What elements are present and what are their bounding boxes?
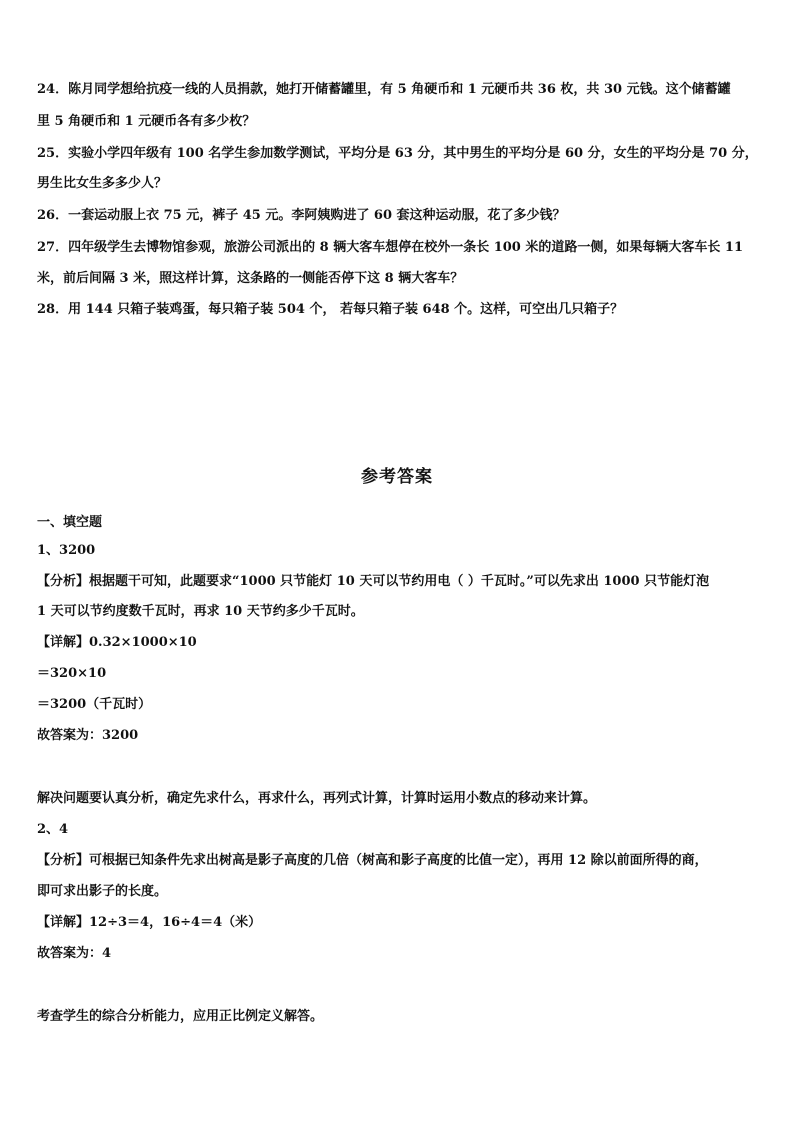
question-25-line-2: 男生比女生多多少人？ xyxy=(37,176,168,191)
answer-2-comment: 考查学生的综合分析能力，应用正比例定义解答。 xyxy=(37,1009,324,1024)
question-24-line-2: 里 5 角硬币和 1 元硬币各有多少枚？ xyxy=(37,114,256,129)
section-heading: 一、填空题 xyxy=(37,515,103,530)
question-25-line-1: 25．实验小学四年级有 100 名学生参加数学测试，平均分是 63 分，其中男生的平均分是 60 分，女生的平均分是 70 分， xyxy=(37,146,758,161)
answers-title: 参考答案 xyxy=(361,467,433,487)
answer-1-analysis-line-1: 【分析】根据题干可知，此题要求“1000 只节能灯 10 天可以节约用电（ ）千瓦时。”可以先求出 1000 只节能灯泡 xyxy=(37,574,710,589)
answer-1-comment: 解决问题要认真分析，确定先求什么，再求什么，再列式计算，计算时运用小数点的移动来计算。 xyxy=(37,791,597,806)
answer-2-detail: 【详解】12÷3＝4，16÷4＝4（米） xyxy=(37,915,262,930)
answer-1-step-2: ＝3200（千瓦时） xyxy=(37,697,152,712)
question-26-line-1: 26．一套运动服上衣 75 元，裤子 45 元。李阿姨购进了 60 套这种运动服，花了多少钱？ xyxy=(37,208,566,223)
question-27-line-2: 米，前后间隔 3 米，照这样计算，这条路的一侧能否停下这 8 辆大客车？ xyxy=(37,271,464,286)
question-27-line-1: 27．四年级学生去博物馆参观，旅游公司派出的 8 辆大客车想停在校外一条长 100 米的道路一侧，如果每辆大客车长 11 xyxy=(37,240,743,255)
answer-1-step-1: ＝320×10 xyxy=(37,666,107,681)
answer-1-analysis-line-2: 1 天可以节约度数千瓦时，再求 10 天节约多少千瓦时。 xyxy=(37,604,364,619)
answer-2-number: 2、4 xyxy=(37,822,69,837)
answer-1-detail: 【详解】0.32×1000×10 xyxy=(37,635,197,650)
question-28-line-1: 28．用 144 只箱子装鸡蛋，每只箱子装 504 个， 若每只箱子装 648 个。这样，可空出几只箱子？ xyxy=(37,302,624,317)
question-24-line-1: 24．陈月同学想给抗疫一线的人员捐款，她打开储蓄罐里，有 5 角硬币和 1 元硬币共 36 枚，共 30 元钱。这个储蓄罐 xyxy=(37,82,731,97)
answer-1-final: 故答案为：3200 xyxy=(37,728,139,743)
answer-1-number: 1、3200 xyxy=(37,543,96,558)
answer-2-analysis-line-1: 【分析】可根据已知条件先求出树高是影子高度的几倍（树高和影子高度的比值一定），再用 12 除以前面所得的商， xyxy=(37,853,708,868)
answer-2-final: 故答案为：4 xyxy=(37,946,112,961)
answer-2-analysis-line-2: 即可求出影子的长度。 xyxy=(37,884,168,899)
